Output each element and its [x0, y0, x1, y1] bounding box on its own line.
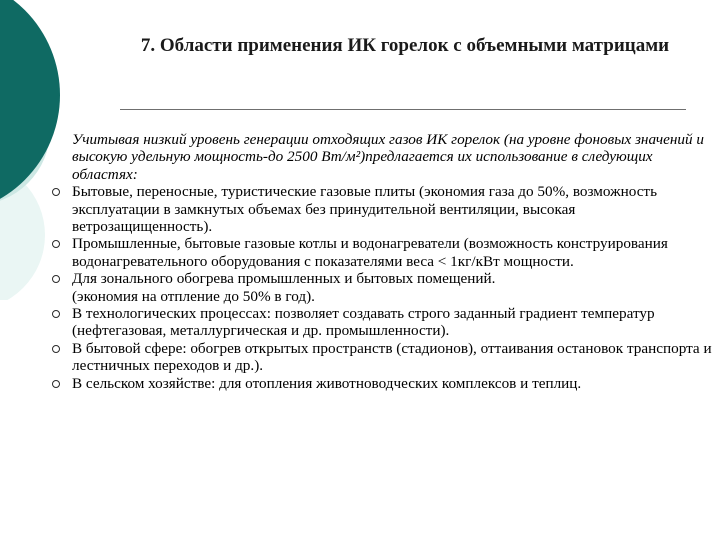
- list-item-text: В бытовой сфере: обогрев открытых пространств (стадионов), оттаивания остановок транспорта и лестничных переходов и др.).: [72, 339, 712, 375]
- slide-title: 7. Области применения ИК горелок с объемными матрицами: [140, 35, 670, 56]
- list-item-text: В технологических процессах: позволяет создавать строго заданный градиент температур (нефтегазовая, металлургическая и др. промышленности).: [72, 305, 655, 340]
- slide-body: [48, 131, 716, 392]
- list-item-text: Промышленные, бытовые газовые котлы и водонагреватели (возможность конструирования водонагревательного оборудования с показателями веса < 1кг/кВт мощности.: [72, 235, 668, 270]
- title-divider: [120, 109, 686, 110]
- list-item: [48, 375, 716, 392]
- list-item: [48, 270, 716, 305]
- list-item-text: Для зонального обогрева промышленных и бытовых помещений.: [72, 270, 496, 288]
- circle-bullet-icon: [52, 240, 60, 248]
- list-item-subtext: (экономия на отпление до 50% в год).: [72, 287, 315, 305]
- application-list: [48, 183, 716, 392]
- list-item-text: В сельском хозяйстве: для отопления животноводческих комплексов и теплиц.: [72, 374, 582, 392]
- list-item: [48, 340, 716, 375]
- circle-bullet-icon: [52, 380, 60, 388]
- circle-bullet-icon: [52, 345, 60, 353]
- list-item: [48, 235, 716, 270]
- list-item: [48, 183, 716, 235]
- intro-paragraph: Учитывая низкий уровень генерации отходящих газов ИК горелок (на уровне фоновых значений и высокую удельную мощность-до 2500 Вт/м²)предлагается их использование в следующих областях:: [72, 131, 704, 183]
- list-item: [48, 305, 716, 340]
- circle-bullet-icon: [52, 188, 60, 196]
- circle-bullet-icon: [52, 310, 60, 318]
- list-item-text: Бытовые, переносные, туристические газовые плиты (экономия газа до 50%, возможность эксплуатации в замкнутых объемах без принудительной вентиляции, высокая ветрозащищенность).: [72, 183, 657, 236]
- circle-bullet-icon: [52, 275, 60, 283]
